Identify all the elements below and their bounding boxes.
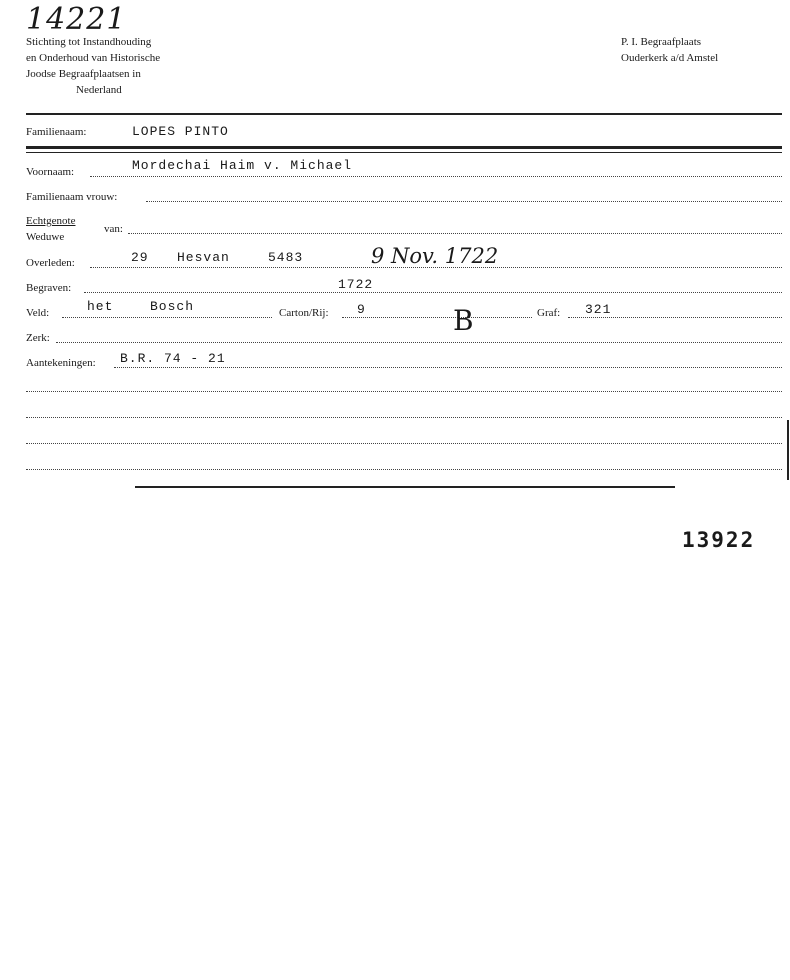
overleden-month: Hesvan bbox=[177, 250, 230, 265]
name-divider-thick bbox=[26, 146, 782, 149]
voornaam-value: Mordechai Haim v. Michael bbox=[132, 158, 353, 173]
graf-label: Graf: bbox=[537, 307, 561, 319]
bottom-rule bbox=[135, 486, 675, 488]
cemetery-header bbox=[621, 34, 718, 66]
carton-handwritten: B bbox=[453, 304, 474, 337]
card-number: 14221 bbox=[26, 2, 127, 37]
zerk-dots bbox=[56, 342, 782, 343]
veld-label: Veld: bbox=[26, 307, 50, 319]
carton-label: Carton/Rij: bbox=[279, 307, 329, 319]
cemetery-line1: P. I. Begraafplaats bbox=[621, 36, 702, 48]
aantekeningen-value: B.R. 74 - 21 bbox=[120, 351, 226, 366]
begraven-value: 1722 bbox=[338, 277, 374, 292]
note-line bbox=[26, 417, 782, 418]
note-line bbox=[26, 391, 782, 392]
van-label: van: bbox=[104, 223, 123, 235]
overleden-year: 5483 bbox=[268, 250, 304, 265]
voornaam-dots bbox=[90, 176, 782, 177]
organization-line2: en Onderhoud van Historische bbox=[26, 52, 161, 64]
overleden-handwritten-date: 9 Nov. 1722 bbox=[371, 244, 499, 268]
begraven-label: Begraven: bbox=[26, 282, 72, 294]
note-line bbox=[26, 443, 782, 444]
veld-value-1: het bbox=[87, 299, 114, 314]
veld-value-2: Bosch bbox=[150, 299, 195, 314]
overleden-day: 29 bbox=[131, 250, 149, 265]
echtgenote-label: Echtgenote bbox=[26, 215, 76, 227]
aantekeningen-dots bbox=[114, 367, 782, 368]
voornaam-label: Voornaam: bbox=[26, 166, 75, 178]
weduwe-label: Weduwe bbox=[26, 231, 65, 243]
name-divider-thin bbox=[26, 152, 782, 153]
graf-dots bbox=[568, 317, 782, 318]
note-line bbox=[26, 469, 782, 470]
organization-line1: Stichting tot Instandhouding bbox=[26, 36, 152, 48]
header-divider bbox=[26, 113, 782, 115]
familienaam-vrouw-dots bbox=[146, 201, 782, 202]
familienaam-label: Familienaam: bbox=[26, 126, 87, 138]
overleden-label: Overleden: bbox=[26, 257, 75, 269]
footer-number: 13922 bbox=[682, 528, 756, 552]
begraven-dots bbox=[84, 292, 782, 293]
aantekeningen-label: Aantekeningen: bbox=[26, 357, 96, 369]
organization-line3: Joodse Begraafplaatsen in bbox=[26, 68, 141, 80]
card-edge bbox=[787, 420, 789, 480]
organization-header bbox=[26, 34, 160, 98]
cemetery-line2: Ouderkerk a/d Amstel bbox=[621, 52, 719, 64]
zerk-label: Zerk: bbox=[26, 332, 50, 344]
graf-value: 321 bbox=[585, 302, 612, 317]
echtgenote-dots bbox=[128, 233, 782, 234]
familienaam-value: LOPES PINTO bbox=[132, 124, 229, 139]
familienaam-vrouw-label: Familienaam vrouw: bbox=[26, 191, 118, 203]
carton-value: 9 bbox=[357, 302, 366, 317]
veld-dots bbox=[62, 317, 272, 318]
organization-line4: Nederland bbox=[76, 84, 122, 96]
carton-dots bbox=[342, 317, 532, 318]
